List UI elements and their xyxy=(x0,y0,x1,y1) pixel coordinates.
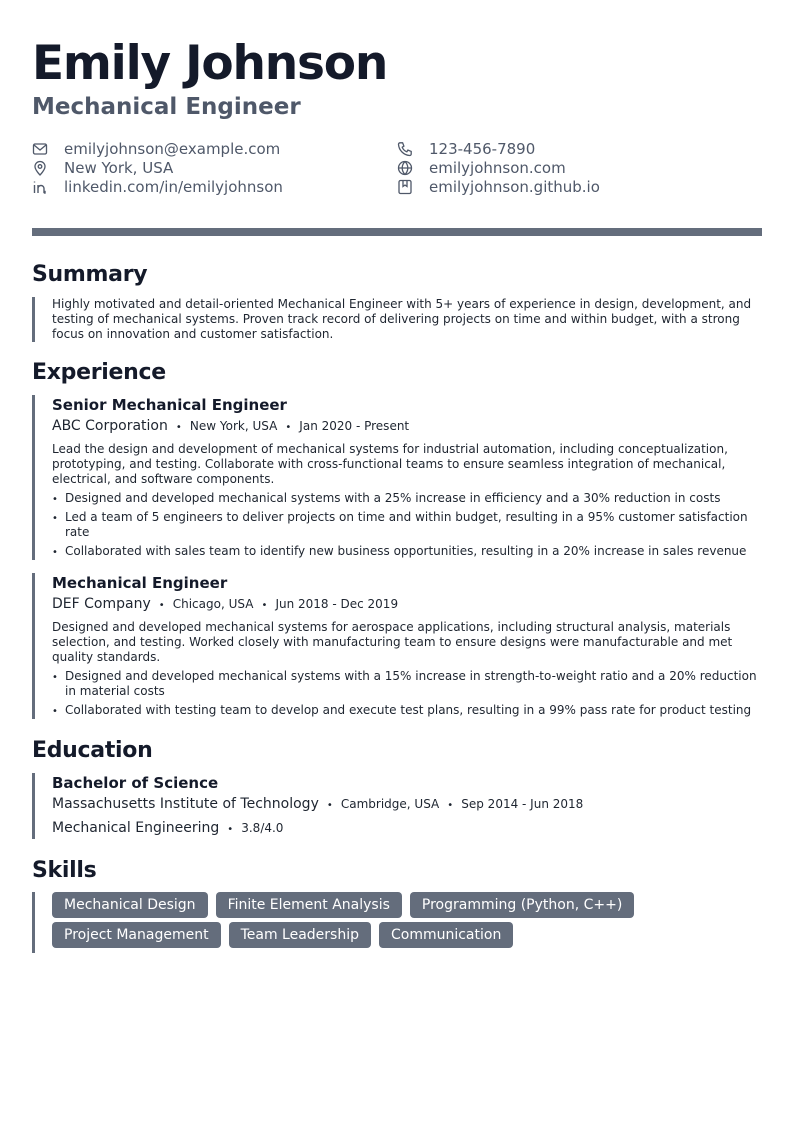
linkedin-text: linkedin.com/in/emilyjohnson xyxy=(64,177,283,196)
job-role: Mechanical Engineer xyxy=(52,574,228,592)
job-location: Chicago, USA xyxy=(172,597,254,611)
job-role: Senior Mechanical Engineer xyxy=(52,396,287,414)
degree: Bachelor of Science xyxy=(52,774,219,792)
skill-chip: Communication xyxy=(379,922,513,948)
bookmark-icon xyxy=(397,179,413,195)
mail-icon xyxy=(32,141,48,157)
school-dates: Sep 2014 - Jun 2018 xyxy=(461,797,584,811)
list-item: • Designed and developed mechanical systems with a 25% increase in efficiency and a 30% reduction in costs xyxy=(52,491,762,506)
experience-heading: Experience xyxy=(32,360,166,385)
summary-section xyxy=(32,297,762,342)
job-location: New York, USA xyxy=(189,419,278,433)
phone-text: 123-456-7890 xyxy=(429,139,536,158)
location-text: New York, USA xyxy=(64,158,174,177)
major-meta: Mechanical Engineering • 3.8/4.0 xyxy=(52,820,284,836)
list-item: • Designed and developed mechanical systems with a 15% increase in strength-to-weight ratio and a 20% reduction in material costs xyxy=(52,669,762,699)
skill-chip: Project Management xyxy=(52,922,221,948)
job-dates: Jun 2018 - Dec 2019 xyxy=(275,597,399,611)
school-name: Massachusetts Institute of Technology xyxy=(52,796,319,812)
skill-chips xyxy=(52,892,672,952)
job-highlights xyxy=(52,669,762,718)
summary-heading: Summary xyxy=(32,262,148,287)
globe-icon xyxy=(397,160,413,176)
map-pin-icon xyxy=(32,160,48,176)
contact-email[interactable] xyxy=(32,139,280,158)
github-text: emilyjohnson.github.io xyxy=(429,177,600,196)
contact-website[interactable] xyxy=(397,158,566,177)
contact-phone[interactable] xyxy=(397,139,535,158)
linkedin-icon xyxy=(32,179,48,195)
contact-linkedin[interactable] xyxy=(32,177,283,196)
summary-text: Highly motivated and detail-oriented Mechanical Engineer with 5+ years of experience in design, development, and testing of mechanical systems. Proven track record of delivering projects on time and within budget, with a strong focus on innovation and customer satisfaction. xyxy=(52,297,752,341)
skill-chip: Mechanical Design xyxy=(52,892,208,918)
contact-location xyxy=(32,158,173,177)
skills-heading: Skills xyxy=(32,858,97,883)
skill-chip: Finite Element Analysis xyxy=(216,892,402,918)
list-item: • Led a team of 5 engineers to deliver projects on time and within budget, resulting in a 95% customer satisfaction rate xyxy=(52,510,762,540)
education-entry xyxy=(32,773,762,839)
list-item: • Collaborated with testing team to develop and execute test plans, resulting in a 99% pass rate for product testing xyxy=(52,703,762,718)
skill-chip: Team Leadership xyxy=(229,922,371,948)
job-company: DEF Company xyxy=(52,596,151,612)
job-description: Lead the design and development of mechanical systems for industrial automation, including conceptualization, prototyping, and testing. Collaborate with cross-functional teams to ensure seamless integration of mechanical, electrical, and software components. xyxy=(52,442,728,486)
job-description: Designed and developed mechanical systems for aerospace applications, including structural analysis, materials selection, and testing. Worked closely with manufacturing team to ensure designs were manufacturable and met quality standards. xyxy=(52,620,733,664)
education-heading: Education xyxy=(32,738,153,763)
job-highlights xyxy=(52,491,762,559)
list-item: • Collaborated with sales team to identify new business opportunities, resulting in a 20% increase in sales revenue xyxy=(52,544,762,559)
candidate-name: Emily Johnson xyxy=(32,36,388,91)
school-location: Cambridge, USA xyxy=(340,797,440,811)
job-entry xyxy=(32,573,762,719)
major: Mechanical Engineering xyxy=(52,820,220,836)
job-company: ABC Corporation xyxy=(52,418,168,434)
contact-github[interactable] xyxy=(397,177,600,196)
job-meta: DEF Company • Chicago, USA • Jun 2018 - Dec 2019 xyxy=(52,596,399,612)
email-text: emilyjohnson@example.com xyxy=(64,139,281,158)
job-meta: ABC Corporation • New York, USA • Jan 2020 - Present xyxy=(52,418,410,434)
job-dates: Jan 2020 - Present xyxy=(299,419,410,433)
job-entry xyxy=(32,395,762,560)
phone-icon xyxy=(397,141,413,157)
job-title: Mechanical Engineer xyxy=(32,94,301,120)
skills-section xyxy=(32,892,762,953)
website-text: emilyjohnson.com xyxy=(429,158,566,177)
skill-chip: Programming (Python, C++) xyxy=(410,892,634,918)
school-meta: Massachusetts Institute of Technology • Cambridge, USA • Sep 2014 - Jun 2018 xyxy=(52,796,584,812)
gpa: 3.8/4.0 xyxy=(241,821,284,835)
header-divider xyxy=(32,228,762,236)
contact-info xyxy=(32,138,762,202)
